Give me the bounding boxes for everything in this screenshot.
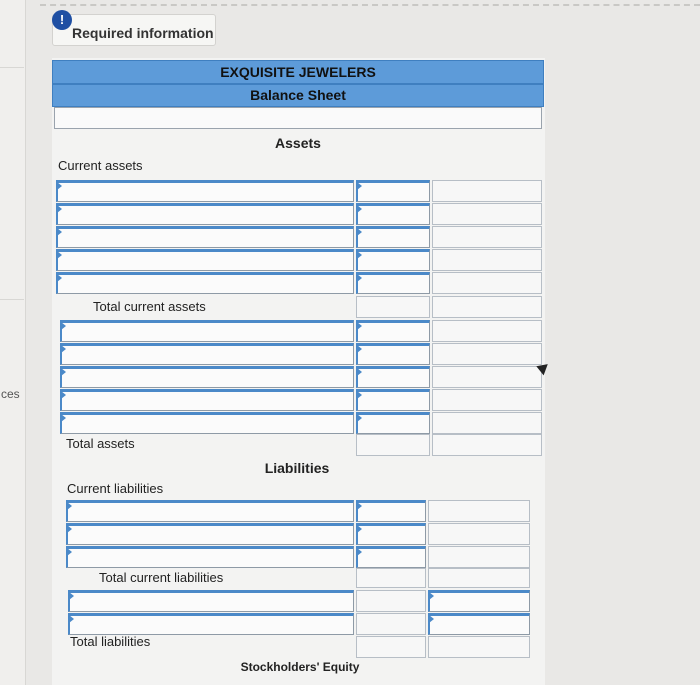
equity-heading: Stockholders' Equity [240, 660, 360, 674]
company-name: EXQUISITE JEWELERS [52, 60, 544, 84]
liability-name-input[interactable] [68, 590, 354, 612]
current-liability-name-input[interactable] [66, 546, 354, 568]
current-asset-name-input[interactable] [56, 249, 354, 271]
asset-amount-input[interactable] [356, 366, 430, 388]
current-liability-name-input[interactable] [66, 500, 354, 522]
total-assets-total [432, 434, 542, 456]
current-asset-name-input[interactable] [56, 180, 354, 202]
total-column-cell [428, 500, 530, 522]
total-column-cell [432, 226, 542, 248]
current-asset-amount-input[interactable] [356, 226, 430, 248]
top-divider [40, 4, 700, 6]
total-column-cell [432, 389, 542, 411]
total-current-liabilities-amount [356, 568, 426, 588]
total-current-liabilities-total [428, 568, 530, 588]
sidebar-tab[interactable] [0, 8, 24, 68]
current-liabilities-label: Current liabilities [67, 481, 164, 496]
current-liability-amount-input[interactable] [356, 500, 426, 522]
total-column-cell [432, 412, 542, 434]
assets-heading: Assets [275, 135, 321, 151]
liability-total-input[interactable] [428, 613, 530, 635]
liability-name-input[interactable] [68, 613, 354, 635]
asset-amount-input[interactable] [356, 389, 430, 411]
asset-amount-input[interactable] [356, 412, 430, 434]
total-column-cell [432, 180, 542, 202]
total-assets-amount [356, 434, 430, 456]
sidebar-tab[interactable] [0, 240, 24, 300]
sidebar-partial-label: ces [1, 387, 20, 401]
total-liabilities-amount [356, 636, 426, 658]
total-current-liabilities-label: Total current liabilities [99, 570, 224, 585]
asset-name-input[interactable] [60, 343, 354, 365]
liability-amount-cell [356, 613, 426, 635]
asset-name-input[interactable] [60, 389, 354, 411]
date-input-row[interactable] [54, 107, 542, 129]
total-liabilities-label: Total liabilities [70, 634, 151, 649]
current-assets-label: Current assets [58, 158, 143, 173]
total-column-cell [432, 366, 542, 388]
required-info-label: Required information [72, 25, 214, 41]
asset-amount-input[interactable] [356, 320, 430, 342]
asset-name-input[interactable] [60, 412, 354, 434]
total-column-cell [432, 320, 542, 342]
total-column-cell [432, 249, 542, 271]
total-current-assets-total [432, 296, 542, 318]
left-sidebar-fragment [0, 0, 26, 685]
current-asset-amount-input[interactable] [356, 180, 430, 202]
current-liability-amount-input[interactable] [356, 523, 426, 545]
liability-total-input[interactable] [428, 590, 530, 612]
liabilities-heading: Liabilities [264, 460, 330, 476]
current-asset-name-input[interactable] [56, 226, 354, 248]
total-assets-label: Total assets [66, 436, 135, 451]
current-asset-name-input[interactable] [56, 203, 354, 225]
current-liability-amount-input[interactable] [356, 546, 426, 568]
liability-amount-cell [356, 590, 426, 612]
current-liability-name-input[interactable] [66, 523, 354, 545]
asset-name-input[interactable] [60, 320, 354, 342]
total-current-assets-label: Total current assets [93, 299, 206, 314]
current-asset-name-input[interactable] [56, 272, 354, 294]
current-asset-amount-input[interactable] [356, 272, 430, 294]
total-column-cell [428, 546, 530, 568]
total-liabilities-total [428, 636, 530, 658]
total-column-cell [428, 523, 530, 545]
asset-amount-input[interactable] [356, 343, 430, 365]
total-column-cell [432, 272, 542, 294]
total-current-assets-amount [356, 296, 430, 318]
current-asset-amount-input[interactable] [356, 203, 430, 225]
statement-title: Balance Sheet [52, 84, 544, 107]
exclamation-icon: ! [52, 10, 72, 30]
total-column-cell [432, 343, 542, 365]
asset-name-input[interactable] [60, 366, 354, 388]
total-column-cell [432, 203, 542, 225]
current-asset-amount-input[interactable] [356, 249, 430, 271]
